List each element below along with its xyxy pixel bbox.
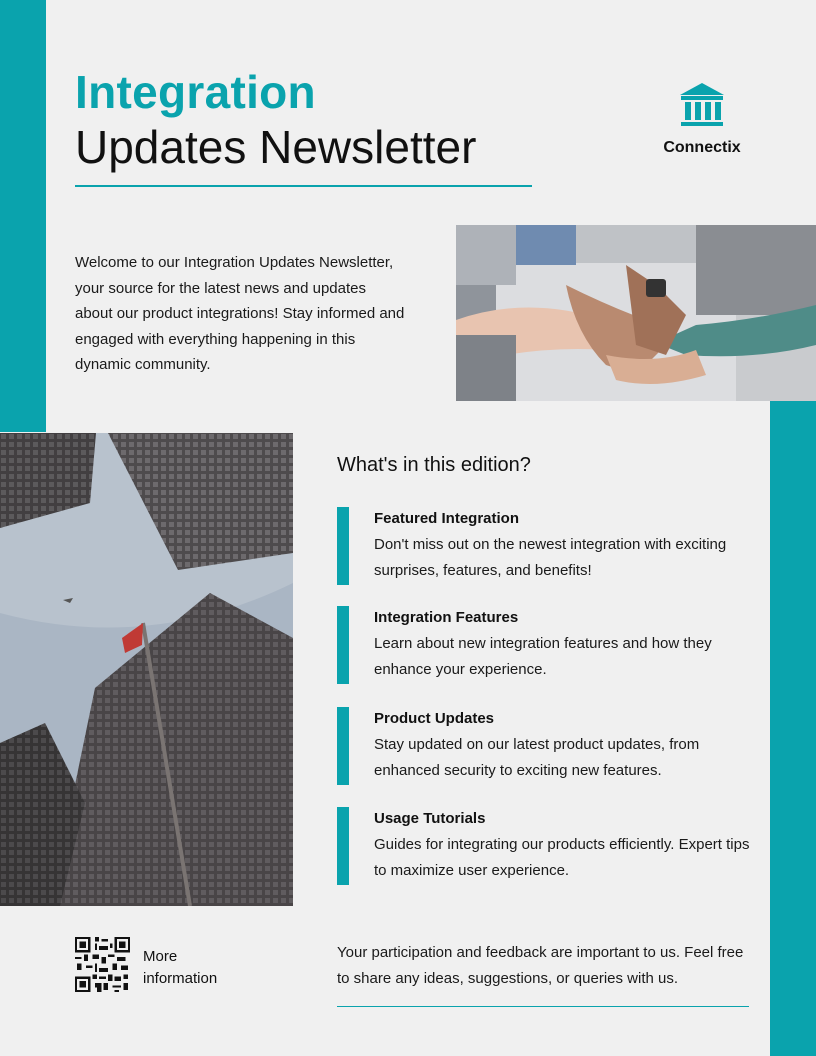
- edition-item: [337, 606, 747, 684]
- item-accent-bar: [337, 707, 349, 785]
- item-title: Featured Integration: [374, 510, 520, 527]
- more-information-label: More information: [143, 948, 218, 987]
- right-accent-bar: [770, 401, 816, 1056]
- intro-text: Welcome to our Integration Updates Newsletter, your source for the latest news and updates about our product integrations! Stay informed and engaged with everything happening in this dynamic community.: [75, 254, 405, 373]
- item-title: Usage Tutorials: [374, 810, 486, 827]
- edition-heading: What's in this edition?: [337, 454, 531, 476]
- item-accent-bar: [337, 606, 349, 684]
- qr-code-icon[interactable]: [75, 937, 130, 992]
- edition-item: [337, 707, 747, 785]
- title-line-2: Updates Newsletter: [75, 121, 477, 173]
- item-accent-bar: [337, 507, 349, 585]
- title-line-1: Integration: [75, 66, 316, 118]
- item-description: Learn about new integration features and how they enhance your experience.: [374, 635, 712, 678]
- edition-item: [337, 507, 747, 585]
- item-description: Guides for integrating our products efficiently. Expert tips to maximize user experience.: [374, 836, 750, 879]
- item-description: Stay updated on our latest product updates, from enhanced security to exciting new features.: [374, 736, 700, 779]
- feedback-text: Your participation and feedback are important to us. Feel free to share any ideas, suggestions, or queries with us.: [337, 944, 744, 987]
- skyscrapers-photo: [0, 433, 293, 906]
- footer-divider: [337, 1006, 749, 1007]
- item-title: Product Updates: [374, 710, 495, 727]
- team-hands-photo: [456, 225, 816, 401]
- item-accent-bar: [337, 807, 349, 885]
- title-divider: [75, 185, 532, 187]
- logo-name: Connectix: [663, 139, 741, 156]
- bank-icon: [678, 81, 726, 129]
- left-accent-bar: [0, 0, 46, 432]
- item-description: Don't miss out on the newest integration with exciting surprises, features, and benefits!: [374, 536, 727, 579]
- edition-item: [337, 807, 750, 885]
- item-title: Integration Features: [374, 609, 519, 626]
